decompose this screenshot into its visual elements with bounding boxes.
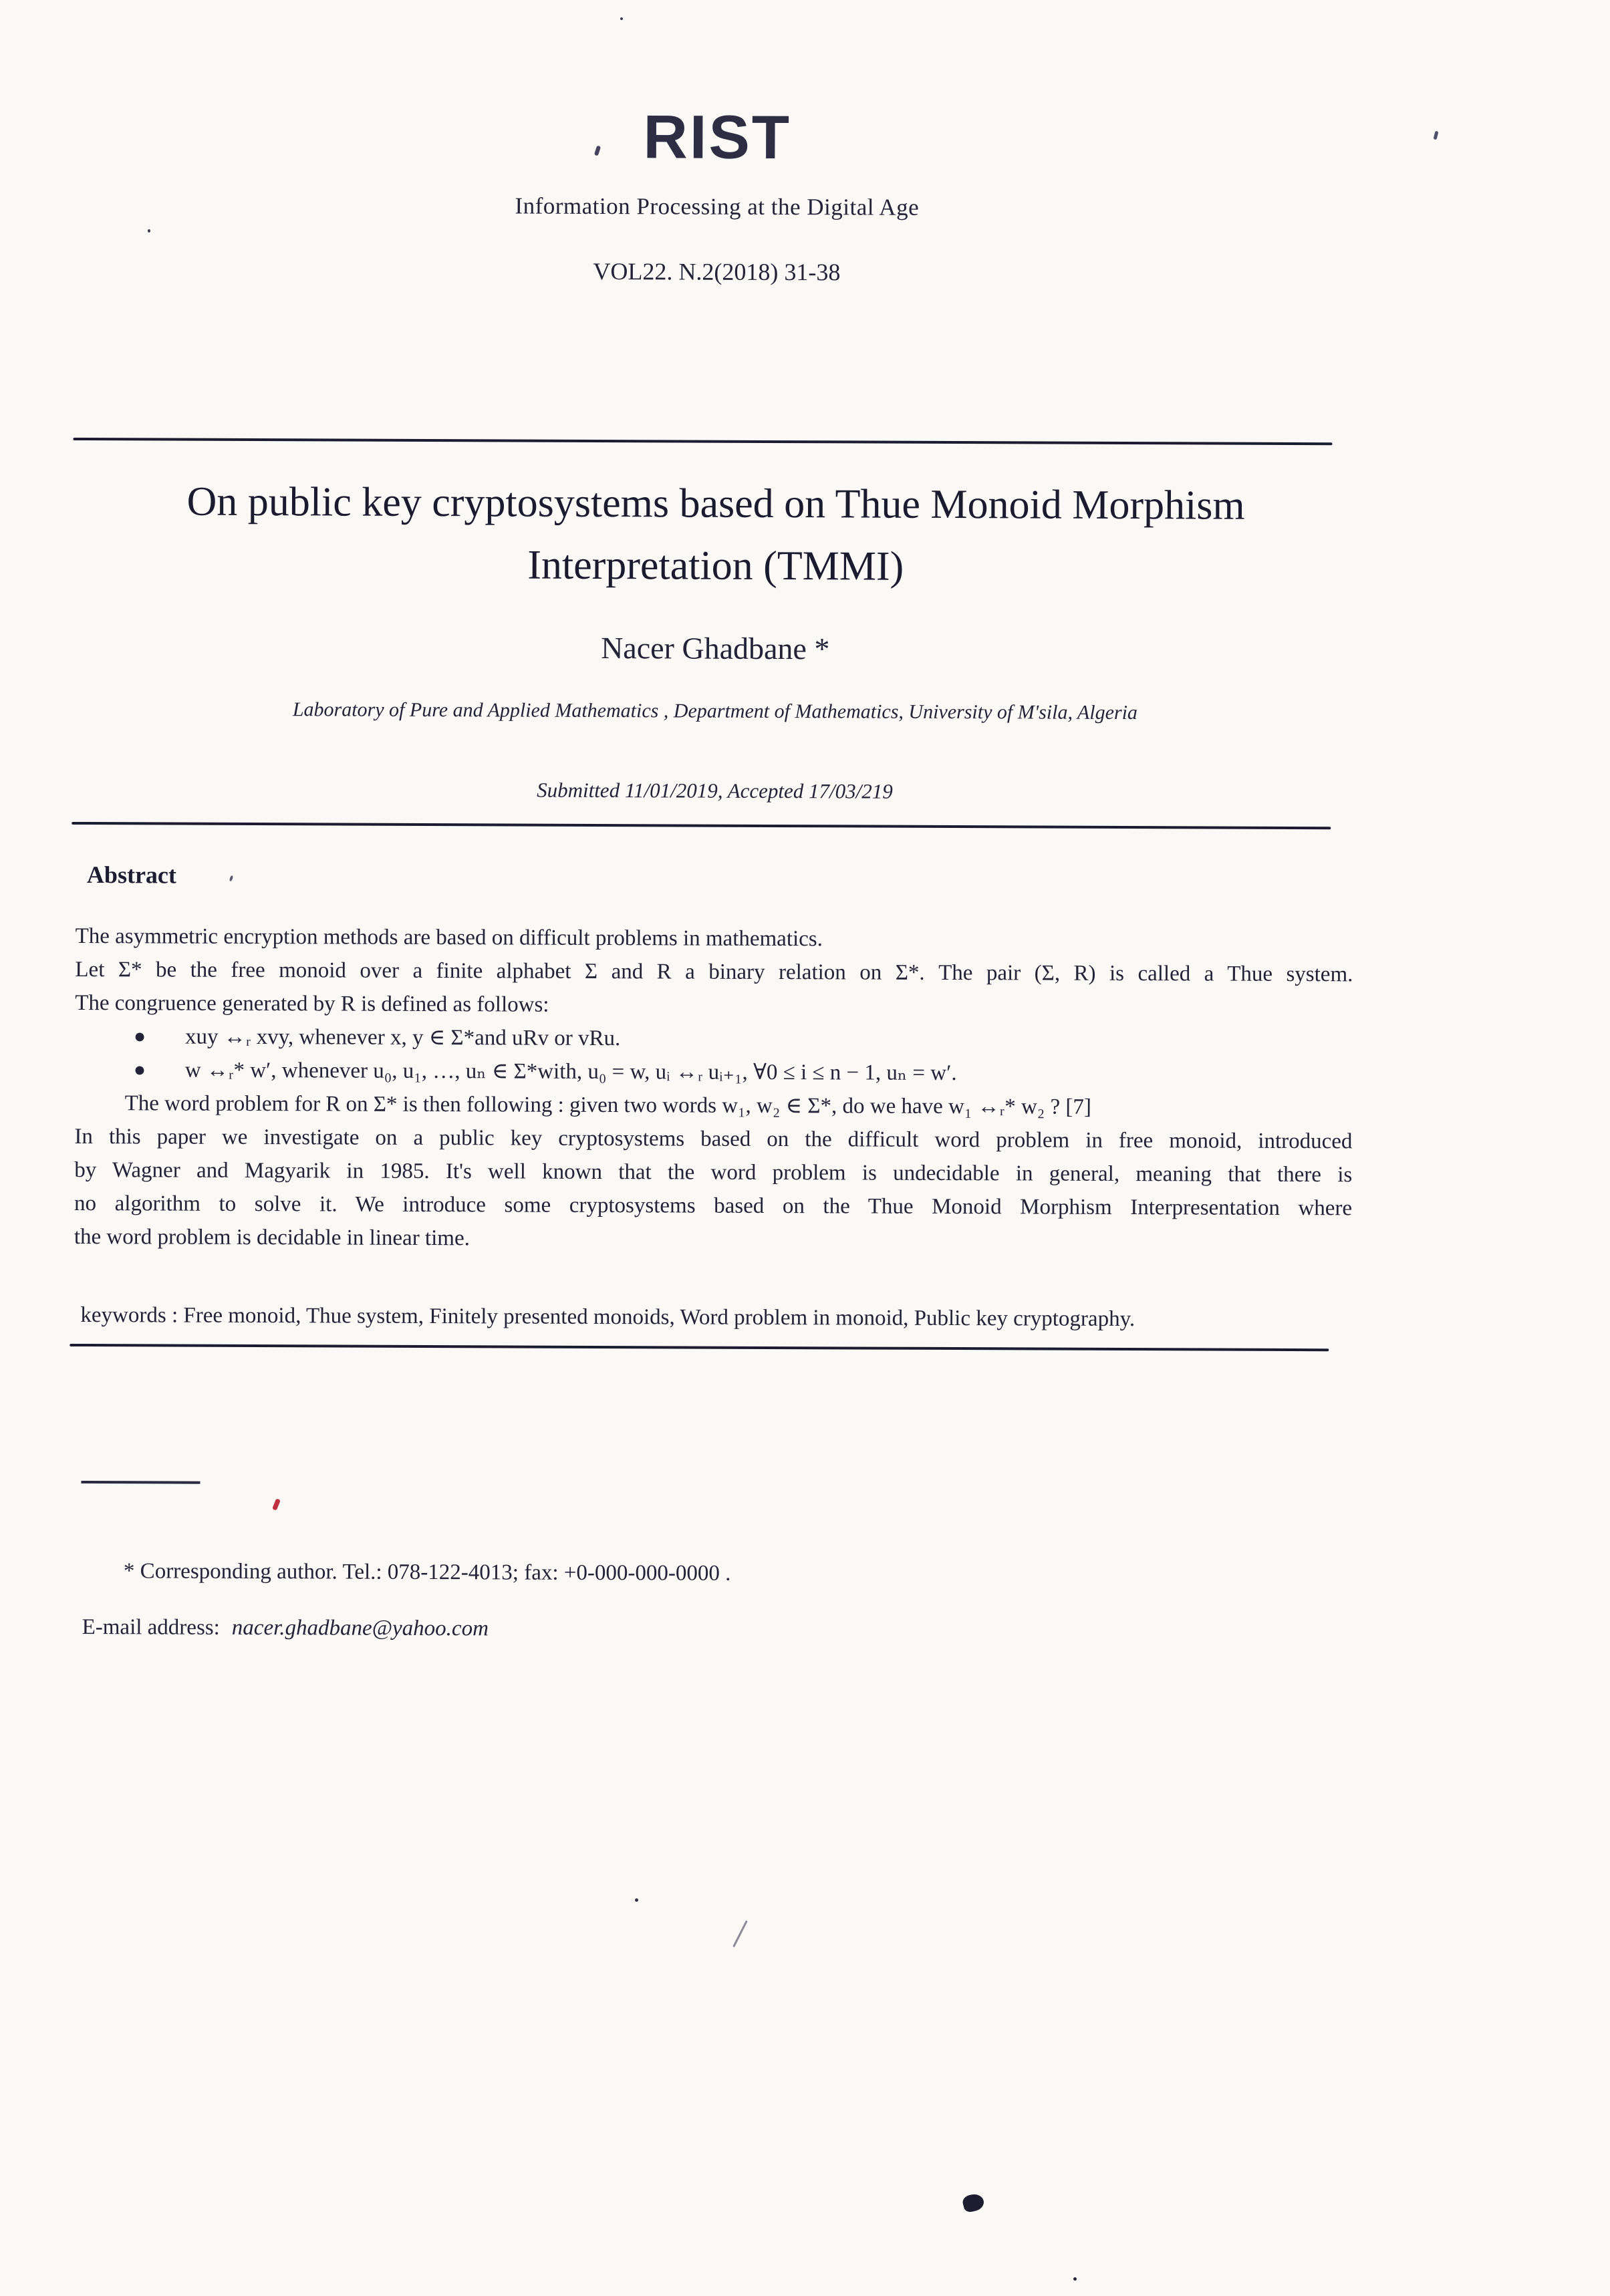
abstract-line: The word problem for R on Σ* is then following : given two words w₁, w₂ ∈ Σ*, do we have w₁ ↔ᵣ* w₂ ? [7] bbox=[124, 1091, 1092, 1119]
submission-dates: Submitted 11/01/2019, Accepted 17/03/219 bbox=[537, 778, 893, 803]
footnote-divider-rule bbox=[81, 1481, 200, 1484]
journal-tagline: Information Processing at the Digital Age bbox=[515, 192, 920, 221]
paper-title-line-2: Interpretation (TMMI) bbox=[527, 542, 904, 589]
bullet-icon: ● bbox=[133, 1058, 146, 1081]
email-label: E-mail address: bbox=[82, 1615, 220, 1640]
abstract-line: The congruence generated by R is defined as follows: bbox=[75, 990, 549, 1017]
bullet-icon: ● bbox=[133, 1025, 146, 1048]
abstract-bullet-text: w ↔ᵣ* w′, whenever u₀, u₁, …, uₙ ∈ Σ*with, u₀ = w, uᵢ ↔ᵣ uᵢ₊₁, ∀0 ≤ i ≤ n − 1, uₙ = w′. bbox=[184, 1058, 957, 1086]
abstract-body bbox=[74, 919, 1353, 1258]
ink-speck bbox=[620, 17, 623, 20]
paper-title-line-1: On public key cryptosystems based on Thue Monoid Morphism bbox=[186, 478, 1245, 529]
abstract-line: the word problem is decidable in linear time. bbox=[74, 1224, 470, 1251]
abstract-line: In this paper we investigate on a public key cryptosystems based on the difficult word problem in free monoid, introduced bbox=[74, 1124, 1353, 1154]
abstract-bullet-item bbox=[75, 1053, 1353, 1091]
paper-title bbox=[77, 470, 1355, 599]
ink-speck bbox=[148, 229, 150, 233]
abstract-bullet-text: xuy ↔ᵣ xvy, whenever x, y ∈ Σ*and uRv or vRu. bbox=[184, 1024, 621, 1051]
title-block-divider-rule bbox=[72, 822, 1331, 829]
page-content bbox=[70, 0, 1357, 2296]
abstract-heading: Abstract bbox=[86, 861, 177, 889]
abstract-line: Let Σ* be the free monoid over a finite alphabet Σ and R a binary relation on Σ*. The pair (Σ, R) is called a Thue system. bbox=[75, 957, 1353, 987]
ink-speck bbox=[1434, 131, 1439, 140]
abstract-line: by Wagner and Magyarik in 1985. It's well known that the word problem is undecidable in general, meaning that there is bbox=[74, 1157, 1353, 1187]
author-affiliation: Laboratory of Pure and Applied Mathematics , Department of Mathematics, University of M'sila, Algeria bbox=[292, 698, 1138, 724]
abstract-line: no algorithm to solve it. We introduce some cryptosystems based on the Thue Monoid Morphism Interpresentation where bbox=[74, 1191, 1353, 1221]
email-line bbox=[82, 1615, 489, 1641]
header-divider-rule bbox=[73, 438, 1332, 445]
ink-speck bbox=[1073, 2277, 1077, 2281]
ink-speck bbox=[635, 1898, 638, 1902]
abstract-line: The asymmetric encryption methods are based on difficult problems in mathematics. bbox=[75, 923, 823, 952]
journal-name: RIST bbox=[643, 103, 792, 172]
corresponding-author-note: * Corresponding author. Tel.: 078-122-4013; fax: +0-000-000-0000 . bbox=[123, 1559, 731, 1586]
author-name: Nacer Ghadbane * bbox=[601, 631, 830, 666]
journal-volume-info: VOL22. N.2(2018) 31-38 bbox=[593, 257, 841, 286]
abstract-bottom-rule bbox=[70, 1344, 1329, 1351]
email-address: nacer.ghadbane@yahoo.com bbox=[231, 1615, 489, 1641]
keywords-line: keywords : Free monoid, Thue system, Finitely presented monoids, Word problem in monoid, Public key cryptography. bbox=[80, 1303, 1135, 1332]
abstract-bullet-item bbox=[75, 1020, 1353, 1058]
